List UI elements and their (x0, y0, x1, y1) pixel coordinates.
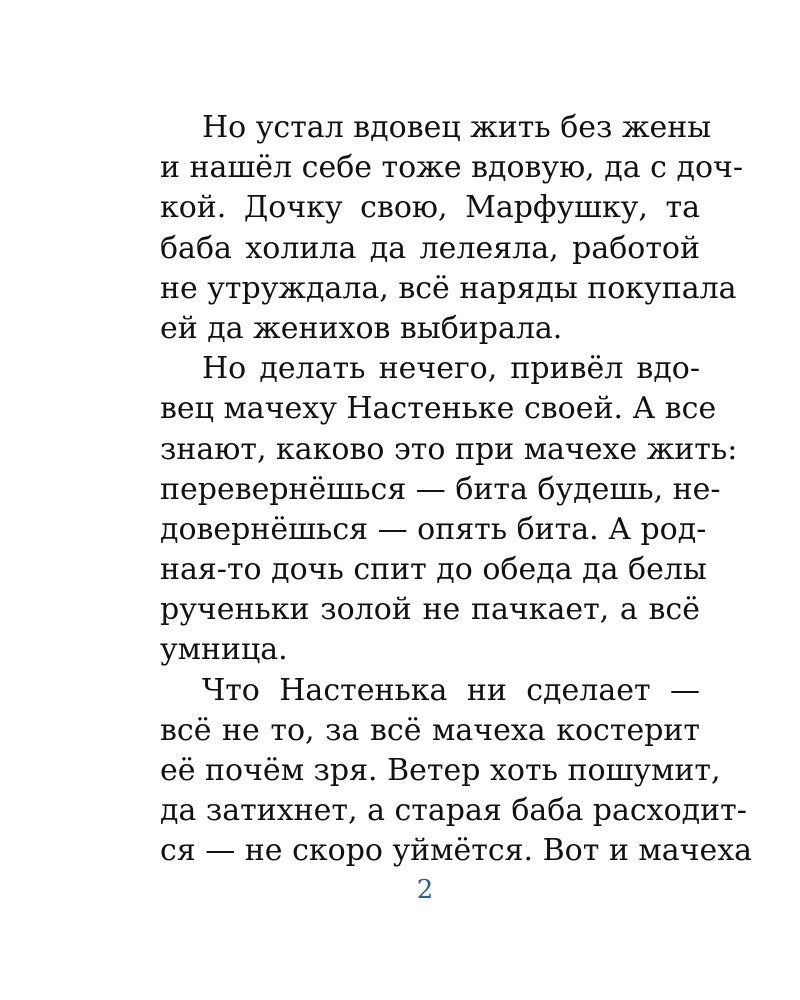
paragraph (160, 671, 753, 872)
text-line: не утруждала, всё наряды покупала (160, 270, 737, 306)
text-line: довернёшься — опять бита. А род- (160, 511, 707, 547)
text-line: всё не то, за всё мачеха костерит (160, 712, 700, 748)
text-line: знают, каково это при мачехе жить: (160, 431, 738, 467)
text-line: вец мачеху Настеньке своей. А все (160, 391, 717, 427)
text-line: и нашёл себе тоже вдовую, да с доч- (160, 150, 743, 186)
text-line: ная-то дочь спит до обеда да белы (160, 552, 707, 588)
text-line: баба холила да лелеяла, работой (160, 230, 700, 266)
text-line: да затихнет, а старая баба расходит- (160, 793, 747, 829)
text-line: её почём зря. Ветер хоть пошумит, (160, 753, 721, 788)
text-line: умница. (160, 632, 288, 668)
text-line: рученьки золой не пачкает, а всё (160, 592, 700, 628)
text-line: Что Настенька ни сделает — (202, 672, 700, 708)
paragraph (160, 349, 738, 671)
text-line: ся — не скоро уймётся. Вот и мачеха (160, 833, 753, 869)
text-line: перевернёшься — бита будешь, не- (160, 471, 721, 507)
text-line: Но делать нечего, привёл вдо- (202, 351, 700, 387)
paragraph (160, 108, 743, 349)
text-line: кой. Дочку свою, Марфушку, та (160, 190, 700, 226)
page-number: 2 (416, 875, 434, 905)
text-line: Но устал вдовец жить без жены (202, 110, 712, 145)
page-text (160, 108, 753, 872)
text-line: ей да женихов выбирала. (160, 310, 563, 346)
